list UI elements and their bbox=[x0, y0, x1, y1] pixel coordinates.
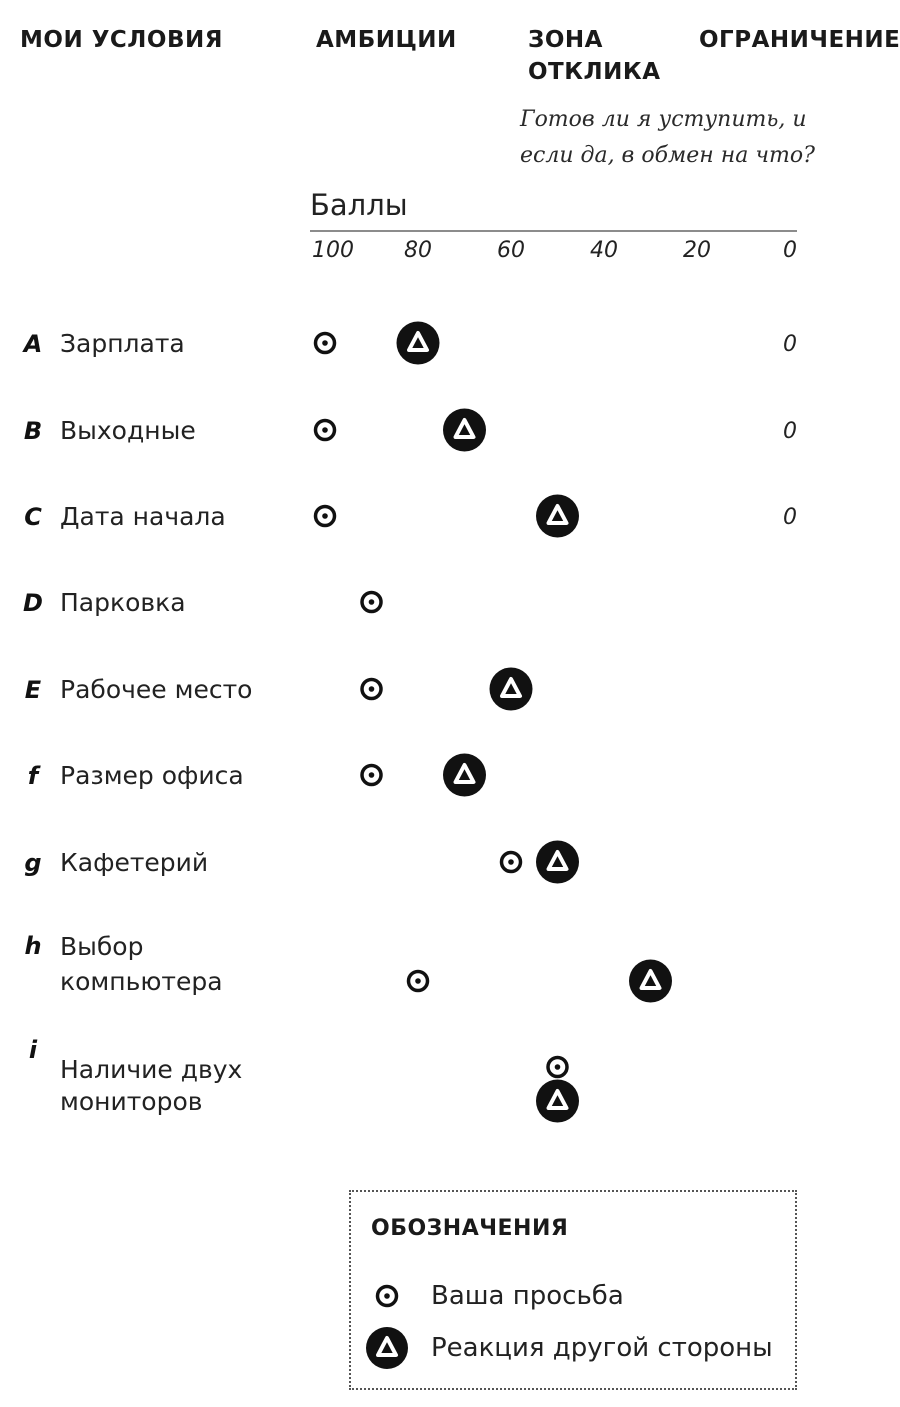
request-marker-icon bbox=[365, 1276, 409, 1316]
header-my-conditions: МОИ УСЛОВИЯ bbox=[20, 27, 223, 53]
request-marker-dot bbox=[322, 340, 328, 346]
row-label: Кафетерий bbox=[60, 848, 209, 877]
response-marker-icon bbox=[365, 1328, 409, 1368]
row-label: компьютера bbox=[60, 967, 223, 996]
row-letter: D bbox=[23, 589, 43, 617]
row-letter: A bbox=[23, 330, 43, 358]
row-label: мониторов bbox=[60, 1087, 203, 1116]
row-label: Парковка bbox=[60, 588, 186, 617]
row-letter: h bbox=[24, 932, 42, 960]
row-label: Дата начала bbox=[60, 502, 226, 531]
legend-response-label: Реакция другой стороны bbox=[431, 1333, 773, 1363]
row-letter: f bbox=[27, 762, 39, 790]
row-letter: g bbox=[24, 849, 42, 877]
handwritten-note: Готов ли я уступить, и если да, в обмен на что? bbox=[520, 107, 815, 168]
row-label: Наличие двух bbox=[60, 1055, 243, 1084]
response-marker bbox=[629, 960, 672, 1003]
legend-box bbox=[349, 1190, 797, 1390]
legend-request-label: Ваша просьба bbox=[431, 1281, 624, 1311]
response-marker bbox=[443, 754, 486, 797]
row-letter: i bbox=[28, 1036, 38, 1064]
x-tick-label: 40 bbox=[590, 238, 618, 263]
header-ambitions: АМБИЦИИ bbox=[316, 27, 457, 53]
request-marker-dot bbox=[322, 513, 328, 519]
request-marker-dot bbox=[415, 978, 421, 984]
x-axis-title: Баллы bbox=[310, 188, 408, 222]
row-label: Выбор bbox=[60, 932, 144, 961]
row-letter: E bbox=[24, 676, 42, 704]
response-marker bbox=[490, 668, 533, 711]
row-label: Выходные bbox=[60, 416, 196, 445]
legend-item-response bbox=[365, 1328, 773, 1368]
request-marker-dot bbox=[369, 772, 375, 778]
legend-item-request bbox=[365, 1276, 624, 1316]
row-letter: B bbox=[23, 417, 43, 445]
x-tick-label: 60 bbox=[497, 238, 525, 263]
request-marker-dot bbox=[369, 599, 375, 605]
response-marker bbox=[536, 1080, 579, 1123]
limit-value: 0 bbox=[783, 332, 797, 357]
header-response-zone: ЗОНА ОТКЛИКА bbox=[528, 27, 661, 85]
x-tick-label: 20 bbox=[683, 238, 711, 263]
legend-title: ОБОЗНАЧЕНИЯ bbox=[371, 1216, 569, 1241]
request-marker-dot bbox=[322, 427, 328, 433]
response-marker bbox=[536, 495, 579, 538]
response-marker bbox=[397, 322, 440, 365]
x-tick-label: 0 bbox=[783, 238, 797, 263]
header-limit: ОГРАНИЧЕНИЕ bbox=[699, 27, 900, 53]
request-marker-dot bbox=[508, 859, 514, 865]
request-marker-dot bbox=[369, 686, 375, 692]
response-marker bbox=[536, 841, 579, 884]
limit-value: 0 bbox=[783, 505, 797, 530]
row-label: Размер офиса bbox=[60, 761, 244, 790]
x-tick-label: 80 bbox=[404, 238, 432, 263]
row-label: Зарплата bbox=[60, 329, 185, 358]
row-letter: C bbox=[24, 503, 42, 531]
response-marker bbox=[443, 409, 486, 452]
row-label: Рабочее место bbox=[60, 675, 253, 704]
request-marker-dot bbox=[555, 1064, 561, 1070]
limit-value: 0 bbox=[783, 419, 797, 444]
x-tick-label: 100 bbox=[312, 238, 354, 263]
